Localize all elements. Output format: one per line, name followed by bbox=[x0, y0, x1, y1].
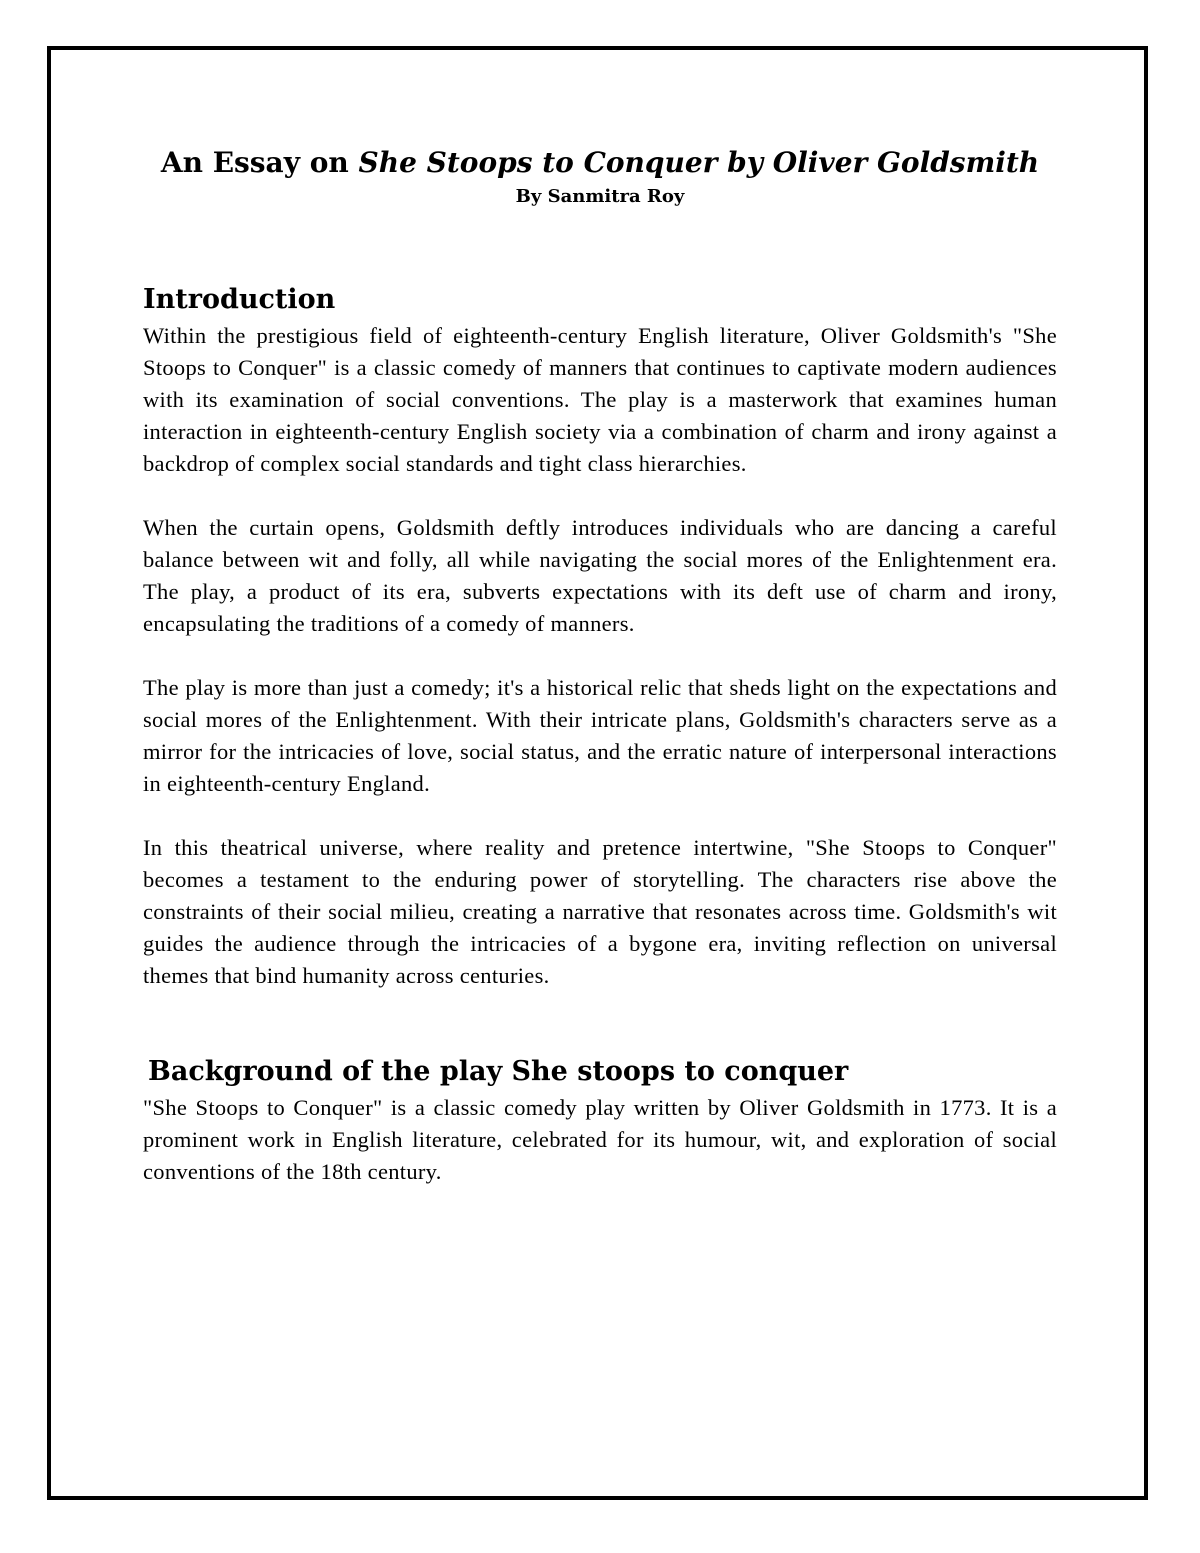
document-title bbox=[47, 143, 1153, 183]
essay-content bbox=[143, 280, 1057, 1188]
section-spacer bbox=[143, 992, 1057, 1052]
document-title-italic: She Stoops to Conquer by Oliver Goldsmith bbox=[358, 146, 1040, 179]
title-block bbox=[47, 143, 1153, 211]
paragraph: In this theatrical universe, where reality and pretence intertwine, "She Stoops to Conquer" becomes a testament to the enduring power of storytelling. The characters rise above the constraints of their social milieu, creating a narrative that resonates across time. Goldsmith's wit guides the audience through the intricacies of a bygone era, inviting reflection on universal themes that bind humanity across centuries. bbox=[143, 835, 1057, 988]
paragraph: The play is more than just a comedy; it's a historical relic that sheds light on the expectations and social mores of the Enlightenment. With their intricate plans, Goldsmith's characters serve as a mirror for the intricacies of love, social status, and the erratic nature of interpersonal interactions in eighteenth-century England. bbox=[143, 675, 1057, 796]
section-heading-introduction: Introduction bbox=[143, 284, 336, 315]
paragraph: When the curtain opens, Goldsmith deftly introduces individuals who are dancing a careful balance between wit and folly, all while navigating the social mores of the Enlightenment era. The play, a product of its era, subverts expectations with its deft use of charm and irony, encapsulating the traditions of a comedy of manners. bbox=[143, 515, 1057, 636]
paragraph: Within the prestigious field of eighteenth-century English literature, Oliver Goldsmith's "She Stoops to Conquer" is a classic comedy of manners that continues to captivate modern audiences with its examination of social conventions. The play is a masterwork that examines human interaction in eighteenth-century English society via a combination of charm and irony against a backdrop of complex social standards and tight class hierarchies. bbox=[143, 323, 1057, 476]
document-title-prefix: An Essay on bbox=[160, 146, 359, 179]
paragraph: "She Stoops to Conquer" is a classic comedy play written by Oliver Goldsmith in 1773. It is a prominent work in English literature, celebrated for its humour, wit, and exploration of social conventions of the 18th century. bbox=[143, 1095, 1057, 1184]
section-heading-background: Background of the play She stoops to conquer bbox=[148, 1056, 849, 1087]
document-byline: By Sanmitra Roy bbox=[515, 186, 685, 207]
